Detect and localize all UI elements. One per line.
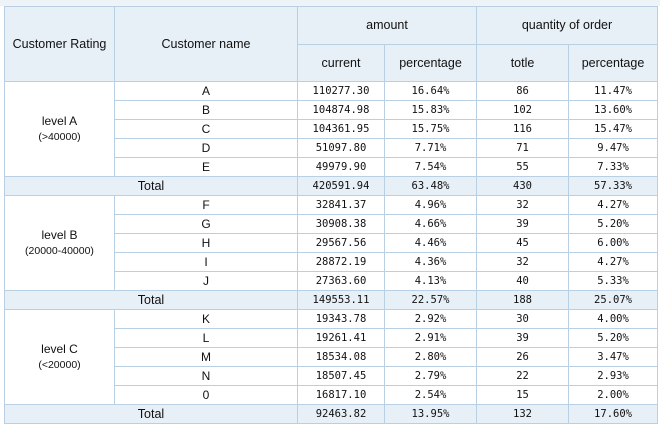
amount-percentage-cell: 2.80% [385,348,477,367]
order-total-cell: 55 [477,158,569,177]
order-percentage-cell: 6.00% [569,234,658,253]
customer-name-cell: A [115,82,298,101]
rating-range: (20000-40000) [25,245,94,257]
header-totle: totle [477,44,569,82]
rating-level: level C [41,342,78,356]
total-label: Total [5,177,298,196]
order-total-cell: 30 [477,310,569,329]
amount-percentage-cell: 15.75% [385,120,477,139]
order-total-cell: 39 [477,329,569,348]
order-percentage-cell: 5.20% [569,215,658,234]
order-percentage-cell: 11.47% [569,82,658,101]
amount-percentage-cell: 4.96% [385,196,477,215]
rating-level: level A [41,114,78,128]
amount-current-cell: 16817.10 [298,386,385,405]
rating-cell-level-a [5,82,115,177]
customer-name-cell: B [115,101,298,120]
total-order-total: 132 [477,405,569,424]
customer-name-cell: N [115,367,298,386]
total-row-level-c [5,405,658,424]
order-total-cell: 26 [477,348,569,367]
total-label: Total [5,291,298,310]
order-total-cell: 32 [477,196,569,215]
table-row [5,196,658,215]
amount-current-cell: 29567.56 [298,234,385,253]
total-amount-current: 149553.11 [298,291,385,310]
amount-percentage-cell: 2.79% [385,367,477,386]
table-row [5,310,658,329]
order-total-cell: 86 [477,82,569,101]
amount-percentage-cell: 4.36% [385,253,477,272]
amount-current-cell: 28872.19 [298,253,385,272]
customer-name-cell: H [115,234,298,253]
customer-name-cell: M [115,348,298,367]
amount-current-cell: 18507.45 [298,367,385,386]
header-current: current [298,44,385,82]
total-amount-percentage: 63.48% [385,177,477,196]
order-percentage-cell: 2.93% [569,367,658,386]
order-percentage-cell: 2.00% [569,386,658,405]
amount-current-cell: 32841.37 [298,196,385,215]
total-order-total: 188 [477,291,569,310]
customer-name-cell: E [115,158,298,177]
header-quantity-percentage: percentage [569,44,658,82]
order-percentage-cell: 9.47% [569,139,658,158]
table-body [5,82,658,424]
total-amount-percentage: 22.57% [385,291,477,310]
total-order-percentage: 17.60% [569,405,658,424]
total-row-level-a [5,177,658,196]
total-label: Total [5,405,298,424]
amount-percentage-cell: 2.54% [385,386,477,405]
order-total-cell: 102 [477,101,569,120]
table-header [5,7,658,82]
customer-name-cell: L [115,329,298,348]
amount-current-cell: 104361.95 [298,120,385,139]
amount-current-cell: 49979.90 [298,158,385,177]
order-percentage-cell: 3.47% [569,348,658,367]
rating-level: level B [41,228,78,242]
total-amount-current: 92463.82 [298,405,385,424]
amount-current-cell: 110277.30 [298,82,385,101]
customer-rating-table [4,6,658,424]
total-row-level-b [5,291,658,310]
header-customer-rating: Customer Rating [5,7,115,82]
amount-percentage-cell: 4.46% [385,234,477,253]
order-total-cell: 15 [477,386,569,405]
amount-current-cell: 19261.41 [298,329,385,348]
total-amount-current: 420591.94 [298,177,385,196]
total-order-total: 430 [477,177,569,196]
amount-percentage-cell: 4.13% [385,272,477,291]
header-amount-percentage: percentage [385,44,477,82]
amount-percentage-cell: 7.71% [385,139,477,158]
order-total-cell: 32 [477,253,569,272]
rating-range: (<20000) [38,359,81,371]
order-percentage-cell: 13.60% [569,101,658,120]
table-row [5,82,658,101]
order-percentage-cell: 4.00% [569,310,658,329]
order-percentage-cell: 5.20% [569,329,658,348]
amount-current-cell: 30908.38 [298,215,385,234]
customer-name-cell: 0 [115,386,298,405]
amount-percentage-cell: 4.66% [385,215,477,234]
header-amount: amount [298,7,477,45]
customer-name-cell: I [115,253,298,272]
customer-name-cell: G [115,215,298,234]
order-percentage-cell: 15.47% [569,120,658,139]
order-total-cell: 45 [477,234,569,253]
amount-percentage-cell: 2.91% [385,329,477,348]
amount-current-cell: 27363.60 [298,272,385,291]
amount-percentage-cell: 7.54% [385,158,477,177]
customer-name-cell: D [115,139,298,158]
amount-current-cell: 19343.78 [298,310,385,329]
total-order-percentage: 57.33% [569,177,658,196]
amount-percentage-cell: 2.92% [385,310,477,329]
amount-current-cell: 104874.98 [298,101,385,120]
total-amount-percentage: 13.95% [385,405,477,424]
customer-name-cell: C [115,120,298,139]
header-quantity-of-order: quantity of order [477,7,658,45]
rating-cell-level-b [5,196,115,291]
amount-percentage-cell: 15.83% [385,101,477,120]
total-order-percentage: 25.07% [569,291,658,310]
customer-name-cell: K [115,310,298,329]
order-total-cell: 71 [477,139,569,158]
rating-cell-level-c [5,310,115,405]
rating-range: (>40000) [38,131,81,143]
order-percentage-cell: 4.27% [569,253,658,272]
order-percentage-cell: 5.33% [569,272,658,291]
amount-percentage-cell: 16.64% [385,82,477,101]
header-customer-name: Customer name [115,7,298,82]
amount-current-cell: 51097.80 [298,139,385,158]
order-total-cell: 40 [477,272,569,291]
customer-name-cell: F [115,196,298,215]
order-total-cell: 39 [477,215,569,234]
customer-name-cell: J [115,272,298,291]
order-total-cell: 116 [477,120,569,139]
order-percentage-cell: 7.33% [569,158,658,177]
amount-current-cell: 18534.08 [298,348,385,367]
order-total-cell: 22 [477,367,569,386]
order-percentage-cell: 4.27% [569,196,658,215]
